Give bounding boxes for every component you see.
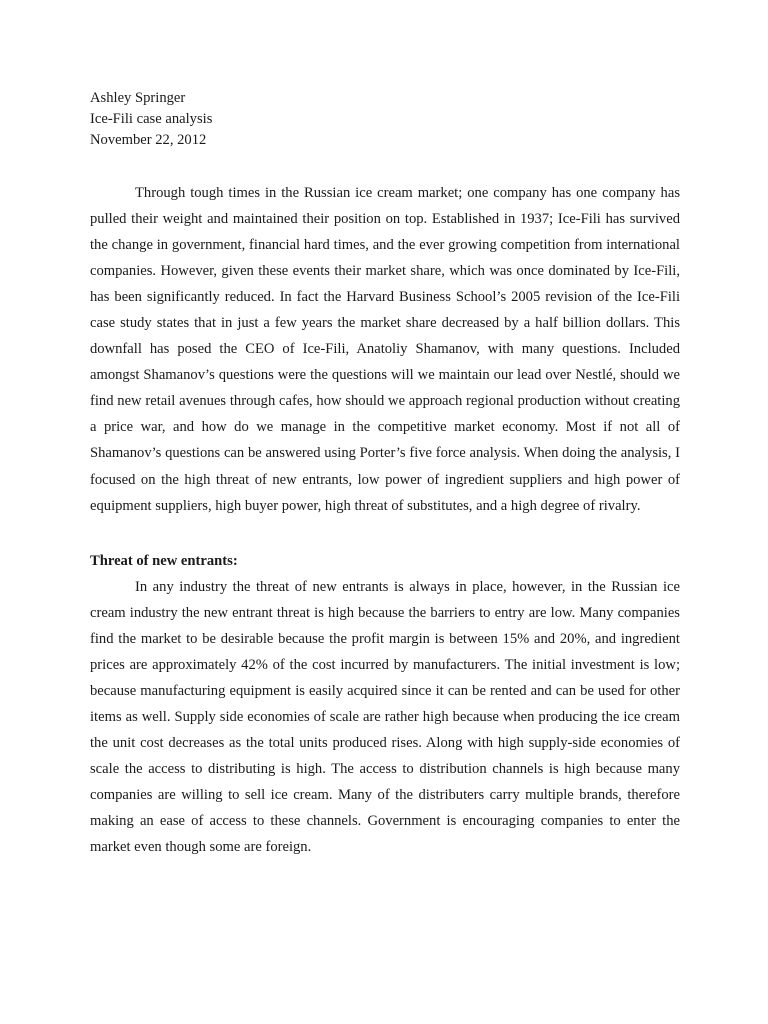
document-date: November 22, 2012	[90, 132, 207, 148]
section-heading-new-entrants: Threat of new entrants:	[90, 552, 238, 569]
document-body	[90, 88, 680, 860]
intro-paragraph: Through tough times in the Russian ice cream market; one company has one company has pulled their weight and maintained their position on top. Established in 1937; Ice-Fili has survived the change in government, financial hard times, and the ever growing competition from international companies. However, given these events their market share, which was once dominated by Ice-Fili, has been significantly reduced. In fact the Harvard Business School’s 2005 revision of the Ice-Fili case study states that in just a few years the market share decreased by a half billion dollars. This downfall has posed the CEO of Ice-Fili, Anatoliy Shamanov, with many questions. Included amongst Shamanov’s questions were the questions will we maintain our lead over Nestlé, should we find new retail avenues through cafes, how should we approach regional production without creating a price war, and how do we manage in the competitive market economy. Most if not all of Shamanov’s questions can be answered using Porter’s five force analysis. When doing the analysis, I focused on the high threat of new entrants, low power of ingredient suppliers and high power of equipment suppliers, high buyer power, high threat of substitutes, and a high degree of rivalry.	[90, 185, 680, 514]
new-entrants-paragraph: In any industry the threat of new entrants is always in place, however, in the Russian ice cream industry the new entrant threat is high because the barriers to entry are low. Many companies find the market to be desirable because the profit margin is between 15% and 20%, and ingredient prices are approximately 42% of the cost incurred by manufacturers. The initial investment is low; because manufacturing equipment is easily acquired since it can be rented and can be used for other items as well. Supply side economies of scale are rather high because when producing the ice cream the unit cost decreases as the total units produced rises. Along with high supply-side economies of scale the access to distributing is high. The access to distribution channels is high because many companies are willing to sell ice cream. Many of the distributers carry multiple brands, therefore making an ease of access to these channels. Government is encouraging companies to enter the market even though some are foreign.	[90, 578, 680, 856]
author-name: Ashley Springer	[90, 90, 186, 106]
document-title: Ice-Fili case analysis	[90, 111, 213, 127]
document-header	[90, 88, 680, 151]
